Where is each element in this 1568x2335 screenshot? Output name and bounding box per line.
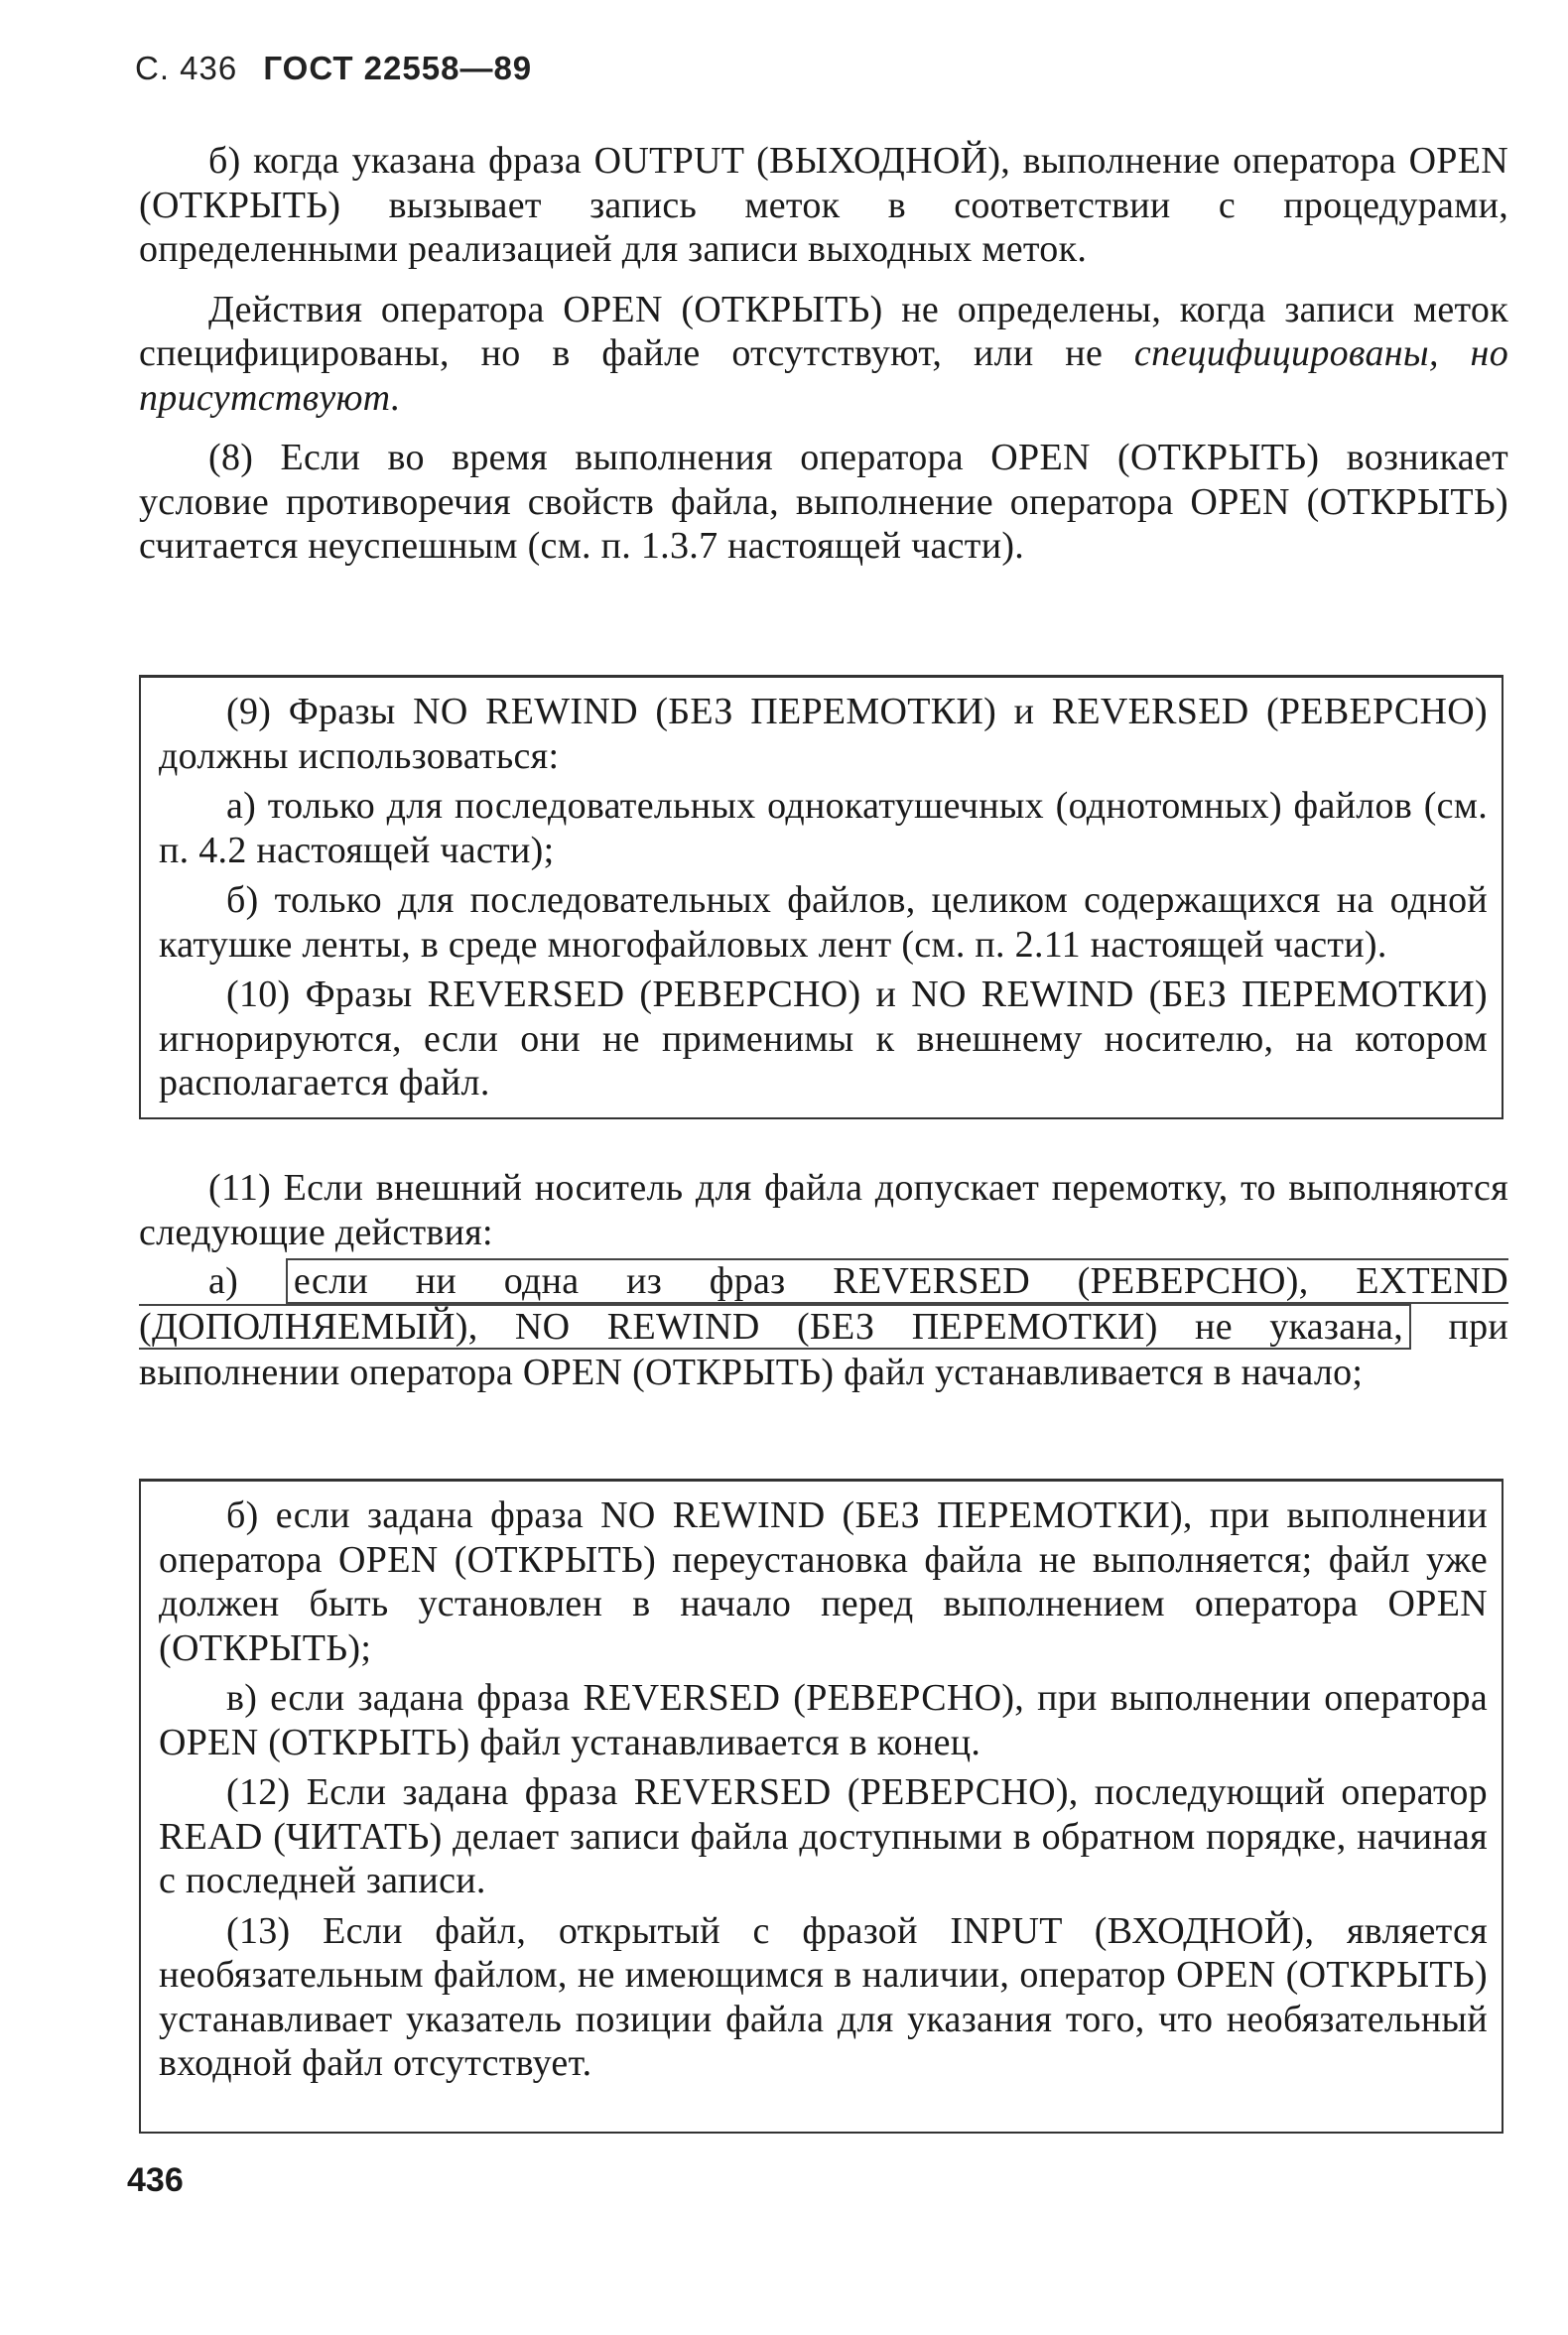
paragraph-open-actions-italic: специфицированы, но присутствуют. <box>139 332 1508 419</box>
item-a-framed-text: если ни одна из фраз REVERSED (РЕВЕРСНО), EXTEND (ДОПОЛНЯЕМЫЙ), NO REWIND (БЕЗ ПЕРЕМОТКИ) не указана, <box>139 1260 1508 1348</box>
standard-number: ГОСТ 22558—89 <box>263 50 533 86</box>
paragraph-9: (9) Фразы NO REWIND (БЕЗ ПЕРЕМОТКИ) и REVERSED (РЕВЕРСНО) должны использоваться: <box>159 691 1488 777</box>
paragraph-9a: а) только для последовательных однокатушечных (однотомных) файлов (см. п. 4.2 настоящей части); <box>159 785 1488 871</box>
paragraph-11-block <box>139 1166 1508 1254</box>
item-a-label: а) <box>208 1260 239 1302</box>
boxed-section-b-13 <box>139 1479 1503 2134</box>
paragraph-open-actions-text: Действия оператора OPEN (ОТКРЫТЬ) не определены, когда записи меток специфицированы, но в файле отсутствуют, или не <box>139 288 1508 374</box>
item-a-rest: при выполнении оператора OPEN (ОТКРЫТЬ) файл устанавливается в начало; <box>139 1306 1509 1393</box>
paragraph-13: (13) Если файл, открытый с фразой INPUT (ВХОДНОЙ), является необязательным файлом, не имеющимся в наличии, оператор OPEN (ОТКРЫТЬ) устанавливает указатель позиции файла для указания того, что необязательный входной файл отсутствует. <box>159 1909 1488 2084</box>
paragraph-11: (11) Если внешний носитель для файла допускает перемотку, то выполняются следующие действия: <box>139 1167 1508 1253</box>
item-a-text <box>139 1258 1508 1395</box>
paragraph-open-actions <box>139 288 1508 421</box>
paragraph-9b: б) только для последовательных файлов, целиком содержащихся на одной катушке ленты, в среде многофайловых лент (см. п. 2.11 настоящей части). <box>159 879 1488 966</box>
page-reference: С. 436 <box>135 50 238 86</box>
item-a <box>139 1258 1508 1395</box>
boxed-section-9-10 <box>139 675 1503 1119</box>
paragraph-b: б) если задана фраза NO REWIND (БЕЗ ПЕРЕМОТКИ), при выполнении оператора OPEN (ОТКРЫТЬ) переустановка файла не выполняется; файл уже должен быть установлен в начало перед выполнением оператора OPEN (ОТКРЫТЬ); <box>159 1494 1488 1669</box>
paragraph-12: (12) Если задана фраза REVERSED (РЕВЕРСНО), последующий оператор READ (ЧИТАТЬ) делает записи файла доступными в обратном порядке, начиная с последней записи. <box>159 1771 1488 1901</box>
paragraph-8: (8) Если во время выполнения оператора OPEN (ОТКРЫТЬ) возникает условие противоречия свойств файла, выполнение оператора OPEN (ОТКРЫТЬ) считается неуспешным (см. п. 1.3.7 настоящей части). <box>139 437 1508 567</box>
page-header <box>135 50 532 87</box>
body-text <box>139 139 1508 569</box>
paragraph-v: в) если задана фраза REVERSED (РЕВЕРСНО), при выполнении оператора OPEN (ОТКРЫТЬ) файл устанавливается в конец. <box>159 1677 1488 1763</box>
paragraph-10: (10) Фразы REVERSED (РЕВЕРСНО) и NO REWIND (БЕЗ ПЕРЕМОТКИ) игнорируются, если они не применимы к внешнему носителю, на котором располагается файл. <box>159 973 1488 1103</box>
page-number: 436 <box>127 2161 184 2199</box>
paragraph-output: б) когда указана фраза OUTPUT (ВЫХОДНОЙ), выполнение оператора OPEN (ОТКРЫТЬ) вызывает запись меток в соответствии с процедурами, определенными реализацией для записи выходных меток. <box>139 140 1508 270</box>
